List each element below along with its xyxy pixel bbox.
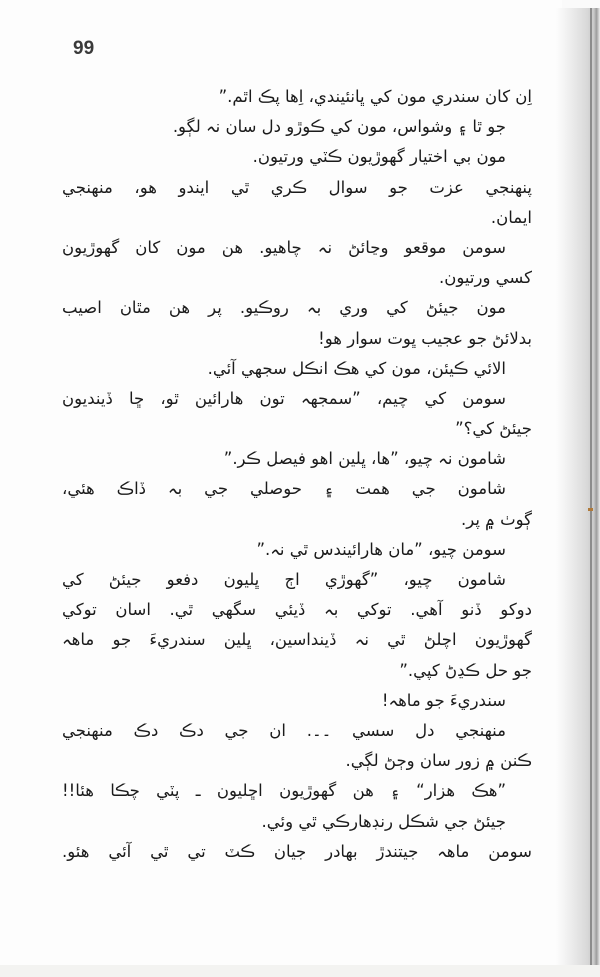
binding-mark <box>588 508 593 511</box>
text-line: پنهنجي عزت جو سوال ڪري ٿي ايندو هو، منهنجي <box>62 177 532 197</box>
text-line: مون جيئڻ کي وري بہ روڪيو. پر هن مٿان اصيب <box>62 298 506 318</box>
text-line: جو حل ڪڍڻ کپي.” <box>399 660 532 680</box>
book-spine-edge <box>590 8 592 965</box>
text-line: بدلائڻ جو عجيب ڀوت سوار هو! <box>318 328 532 348</box>
text-line: شامون نہ چيو، ”ها، ڀلين اهو فيصل ڪر.” <box>223 449 506 469</box>
text-line: کسي ورتيون. <box>439 268 532 288</box>
text-line: جيئڻ جي شڪل رنڊهارڪي ٿي وئي. <box>261 811 506 831</box>
text-line: الائي ڪيئن، مون کي هڪ انڪل سجهي آئي. <box>207 358 506 378</box>
text-line: اِن کان سندري مون کي ڀانئيندي، اِها پڪ اٿم.” <box>218 87 532 106</box>
text-line: سومن موقعو وڃائڻ نہ چاهيو. هن مون کان گهوڙيون <box>62 237 506 257</box>
text-line: جيئڻ کي؟” <box>455 419 532 439</box>
text-line: دوکو ڏنو آهي. توکي بہ ڏيئي سگهي ٿي. اسان توکي <box>62 600 532 620</box>
page-number: 99 <box>73 38 95 59</box>
text-line: ڳوٺ ۾ پر. <box>460 509 532 529</box>
text-line: ڪنن ۾ زور سان وڄڻ لڳي. <box>345 751 532 771</box>
scan-bottom-edge <box>0 965 600 977</box>
text-line: سومن ماهہ جيتندڙ بهادر جيان ڪٽ تي ٿي آئي هئو. <box>62 841 532 861</box>
text-line: سومن چيو، ”مان هارائيندس ٿي نہ.” <box>256 539 506 559</box>
text-line: منهنجي دل سسي ۔۔. ان جي دڪ دڪ منهنجي <box>62 720 506 740</box>
text-line: ايمان. <box>490 207 532 227</box>
body-text <box>62 82 532 867</box>
text-line: سندريءَ جو ماهہ! <box>381 690 506 710</box>
text-line: ”هڪ هزار“ ۽ هن گهوڙيون اڇليون ـ پٽي چڪا هئا!! <box>62 781 506 801</box>
text-line: مون بي اختيار گهوڙيون ڪٽي ورتيون. <box>252 147 506 167</box>
book-spine-shadow <box>556 8 600 965</box>
text-line: جو ٿا ۽ وشواس، مون کي ڪوڙو دل سان نہ لڳو. <box>172 117 506 137</box>
text-line: شامون جي همت ۽ حوصلي جي بہ ڏاڪ هئي، <box>62 479 506 499</box>
text-line: گهوڙيون اچلڻ ٿي نہ ڏينداسين، ڀلين سندريءَ جو ماهہ <box>62 630 532 650</box>
text-line: سومن کي چيم، ”سمجهہ تون هارائين ٿو، ڇا ڏينديون <box>62 388 506 408</box>
text-line: شامون چيو، ”گهوڙي اڄ ڀليون دفعو جيئڻ کي <box>62 570 506 589</box>
